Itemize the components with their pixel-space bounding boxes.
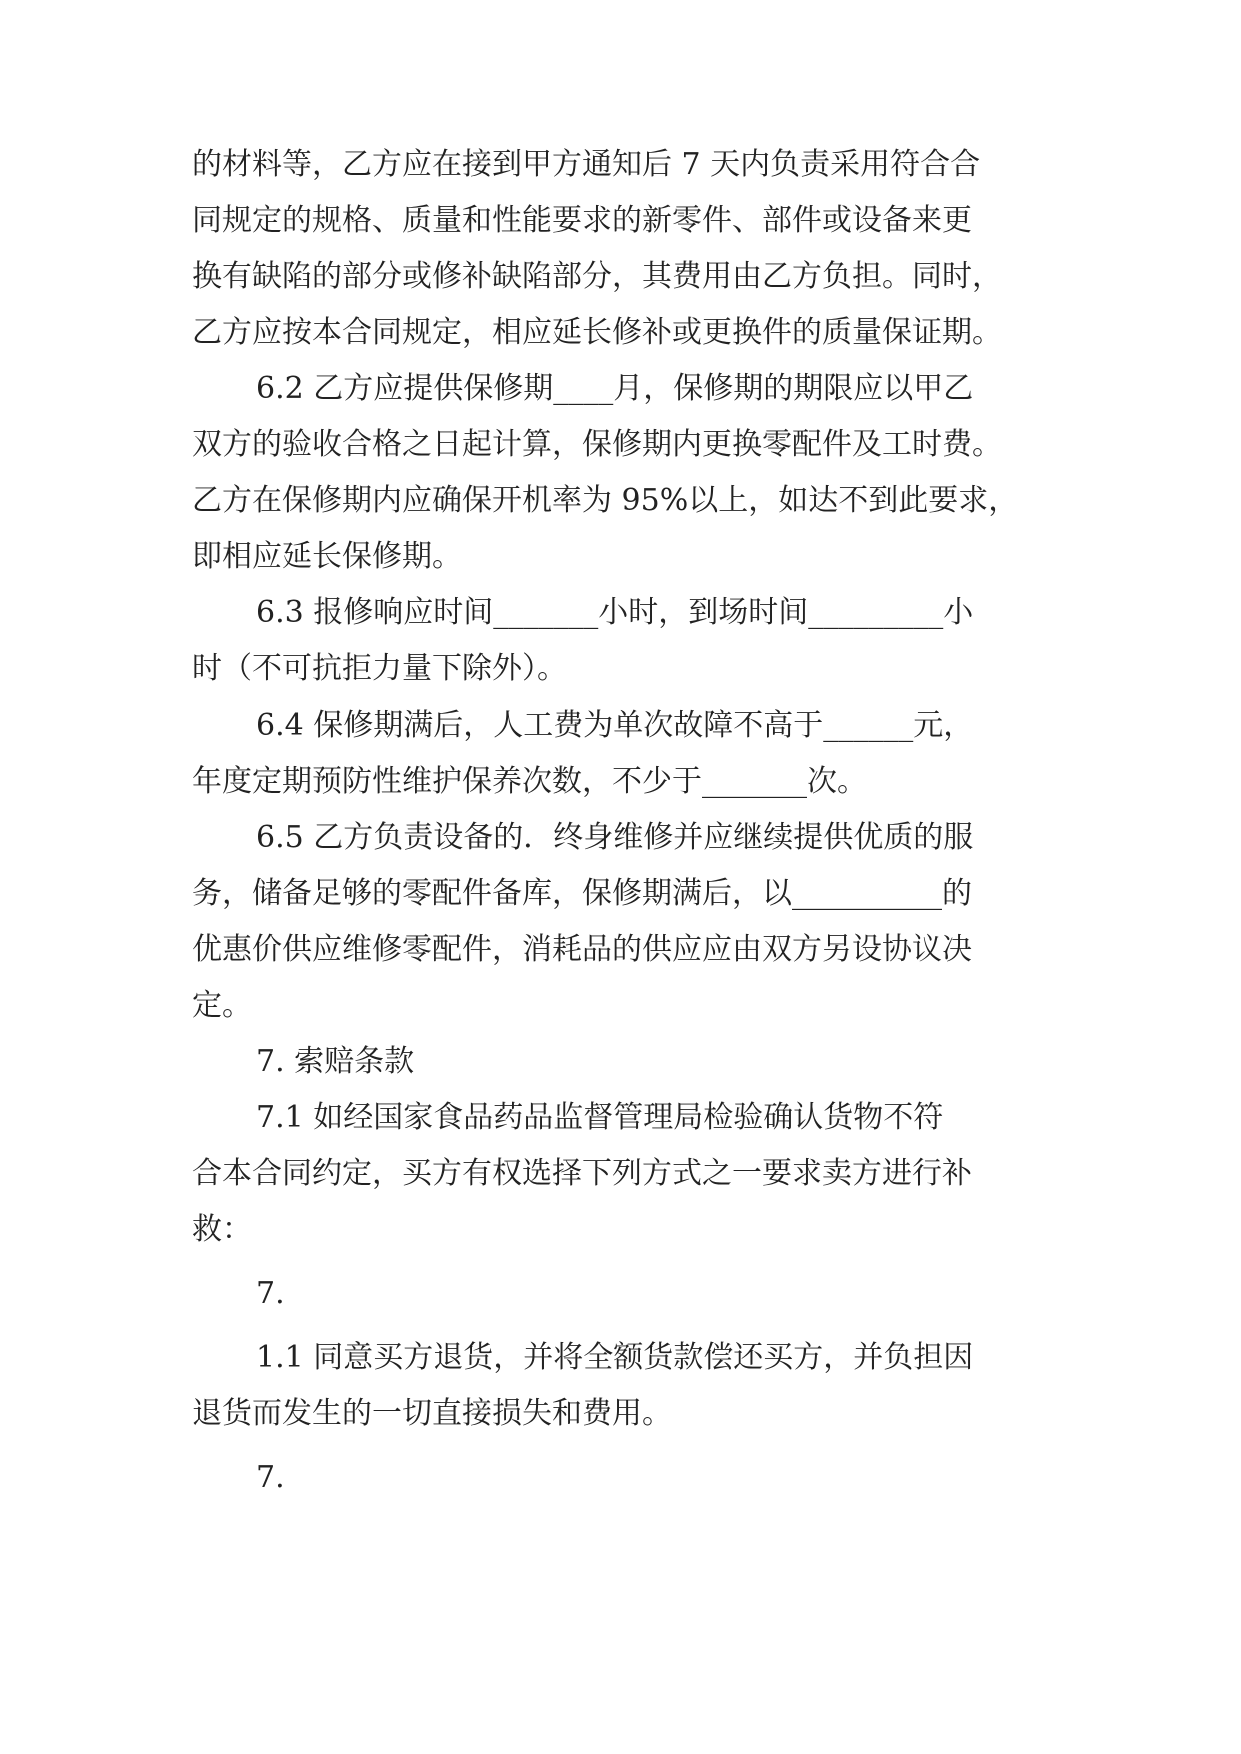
paragraph-line: 救： xyxy=(192,1212,252,1247)
paragraph-line: 定。 xyxy=(192,988,252,1023)
section-heading: 7. 索赔条款 xyxy=(256,1044,415,1079)
paragraph-line: 6.4 保修期满后，人工费为单次故障不高于______元， xyxy=(256,708,974,743)
paragraph-line: 7.1 如经国家食品药品监督管理局检验确认货物不符 xyxy=(256,1100,944,1135)
paragraph-line: 年度定期预防性维护保养次数，不少于_______次。 xyxy=(192,764,867,799)
paragraph-line: 双方的验收合格之日起计算，保修期内更换零配件及工时费。 xyxy=(192,427,1002,462)
paragraph-line: 乙方在保修期内应确保开机率为 95%以上，如达不到此要求， xyxy=(192,483,1019,518)
paragraph-line: 同规定的规格、质量和性能要求的新零件、部件或设备来更 xyxy=(192,203,972,238)
paragraph-line: 退货而发生的一切直接损失和费用。 xyxy=(192,1396,672,1431)
paragraph-line: 优惠价供应维修零配件，消耗品的供应应由双方另设协议决 xyxy=(192,932,972,967)
paragraph-line: 合本合同约定，买方有权选择下列方式之一要求卖方进行补 xyxy=(192,1156,972,1191)
paragraph-line: 即相应延长保修期。 xyxy=(192,539,462,574)
paragraph-line: 1.1 同意买方退货，并将全额货款偿还买方，并负担因 xyxy=(256,1340,974,1375)
paragraph-line: 7. xyxy=(256,1276,285,1311)
paragraph-line: 6.5 乙方负责设备的．终身维修并应继续提供优质的服 xyxy=(256,820,974,855)
paragraph-line: 乙方应按本合同规定，相应延长修补或更换件的质量保证期。 xyxy=(192,315,1002,350)
paragraph-line: 时（不可抗拒力量下除外）。 xyxy=(192,651,567,686)
paragraph-line: 换有缺陷的部分或修补缺陷部分，其费用由乙方负担。同时， xyxy=(192,259,1002,294)
paragraph-line: 务，储备足够的零配件备库，保修期满后，以__________的 xyxy=(192,876,972,911)
paragraph-line: 6.3 报修响应时间_______小时，到场时间_________小 xyxy=(256,595,974,630)
paragraph-line: 7. xyxy=(256,1460,285,1495)
paragraph-line: 的材料等，乙方应在接到甲方通知后 7 天内负责采用符合合 xyxy=(192,147,981,182)
paragraph-line: 6.2 乙方应提供保修期____月，保修期的期限应以甲乙 xyxy=(256,371,974,406)
